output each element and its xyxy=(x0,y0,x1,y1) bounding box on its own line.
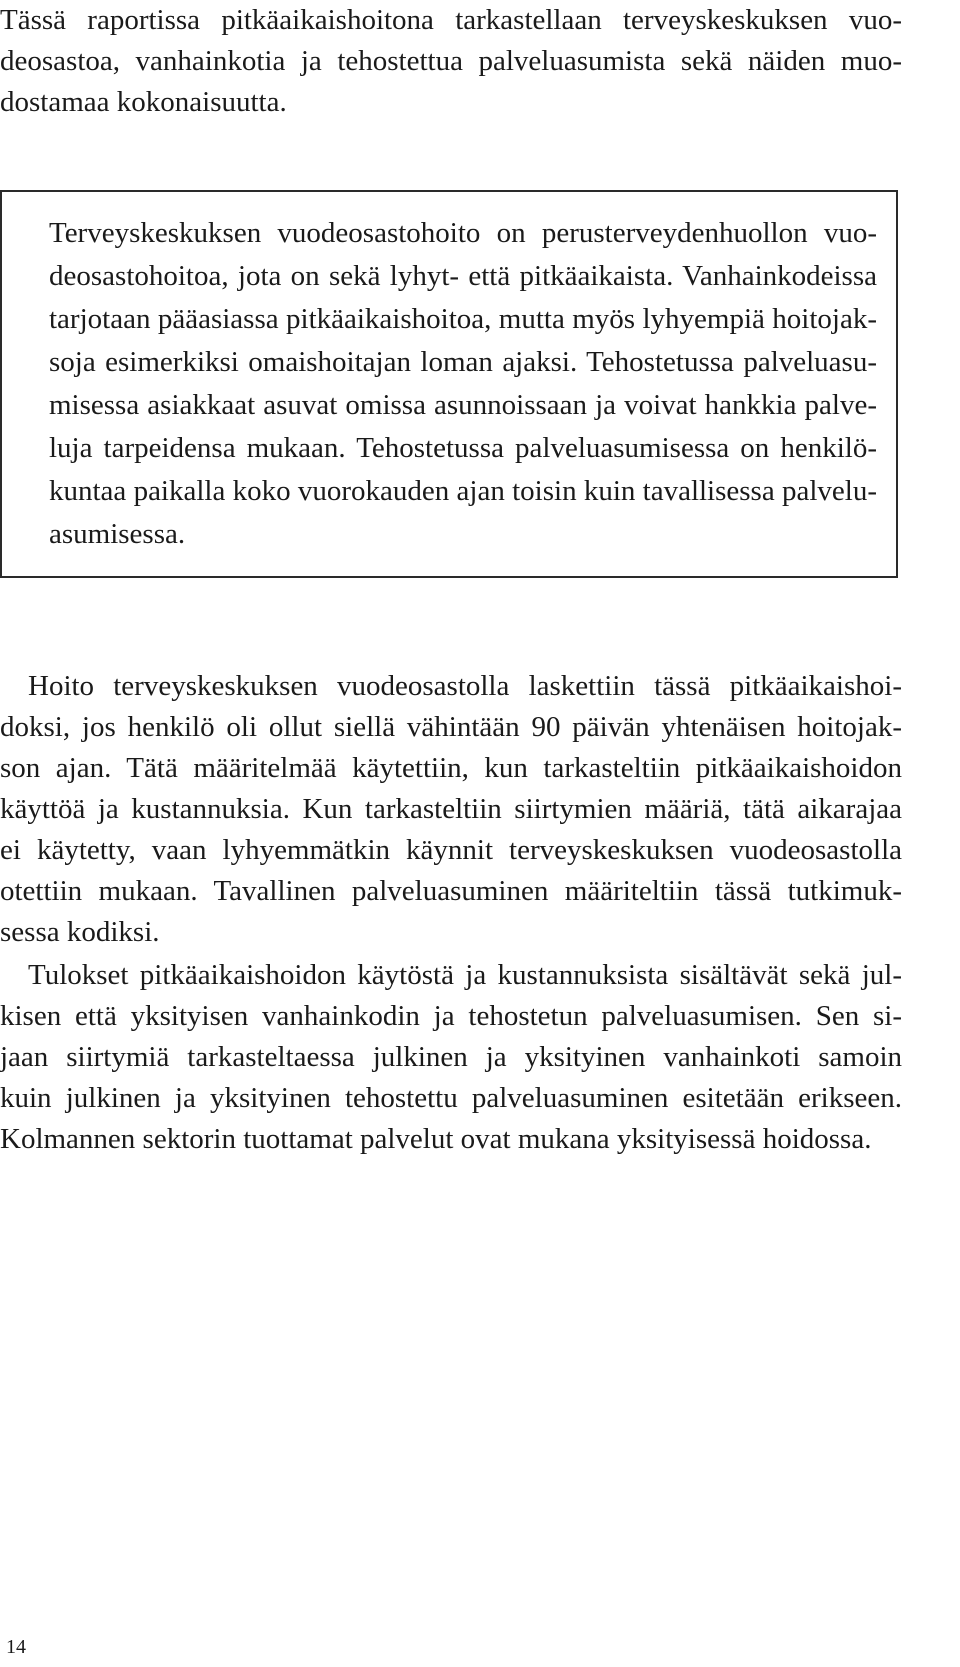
text-line: Terveyskeskuksen vuodeosastohoito on perusterveydenhuollon vuo- xyxy=(49,217,877,249)
text-line: kisen että yksityisen vanhainkodin ja tehostetun palveluasumisen. Sen si- xyxy=(0,1000,902,1032)
body-paragraph-2 xyxy=(0,955,902,1160)
text-line: Hoito terveyskeskuksen vuodeosastolla laskettiin tässä pitkäaikaishoi- xyxy=(28,670,902,702)
body-paragraph-1 xyxy=(0,666,902,953)
text-line: misessa asiakkaat asuvat omissa asunnoissaan ja voivat hankkia palve- xyxy=(49,389,877,421)
text-line: son ajan. Tätä määritelmää käytettiin, kun tarkasteltiin pitkäaikaishoidon xyxy=(0,752,902,784)
text-line: soja esimerkiksi omaishoitajan loman ajaksi. Tehostetussa palveluasu- xyxy=(49,346,877,378)
text-line: Tässä raportissa pitkäaikaishoitona tarkastellaan terveyskeskuksen vuo- xyxy=(0,4,902,36)
page-number: 14 xyxy=(6,1636,26,1658)
text-line: deosastoa, vanhainkotia ja tehostettua palveluasumista sekä näiden muo- xyxy=(0,45,902,77)
body-text xyxy=(0,666,902,1160)
text-line: otettiin mukaan. Tavallinen palveluasuminen määriteltiin tässä tutkimuk- xyxy=(0,875,902,907)
text-line: asumisessa. xyxy=(49,518,186,550)
text-line: luja tarpeidensa mukaan. Tehostetussa palveluasumisessa on henkilö- xyxy=(49,432,877,464)
intro-paragraph xyxy=(0,0,902,123)
text-line: jaan siirtymiä tarkasteltaessa julkinen ja yksityinen vanhainkoti samoin xyxy=(0,1041,902,1073)
text-line: deosastohoitoa, jota on sekä lyhyt- että pitkäaikaista. Vanhainkodeissa xyxy=(49,260,877,292)
text-line: kuin julkinen ja yksityinen tehostettu palveluasuminen esitetään erikseen. xyxy=(0,1082,902,1114)
text-line: kuntaa paikalla koko vuorokauden ajan toisin kuin tavallisessa palvelu- xyxy=(49,475,877,507)
text-line: tarjotaan pääasiassa pitkäaikaishoitoa, mutta myös lyhyempiä hoitojak- xyxy=(49,303,877,335)
definition-box-text xyxy=(49,212,877,556)
text-line: dostamaa kokonaisuutta. xyxy=(0,86,287,118)
text-line: käyttöä ja kustannuksia. Kun tarkasteltiin siirtymien määriä, tätä aikarajaa xyxy=(0,793,902,825)
text-line: Kolmannen sektorin tuottamat palvelut ovat mukana yksityisessä hoidossa. xyxy=(0,1123,872,1155)
text-line: sessa kodiksi. xyxy=(0,916,160,948)
text-line: Tulokset pitkäaikaishoidon käytöstä ja kustannuksista sisältävät sekä jul- xyxy=(28,959,902,991)
text-line: ei käytetty, vaan lyhyemmätkin käynnit terveyskeskuksen vuodeosastolla xyxy=(0,834,902,866)
text-line: doksi, jos henkilö oli ollut siellä vähintään 90 päivän yhtenäisen hoitojak- xyxy=(0,711,902,743)
